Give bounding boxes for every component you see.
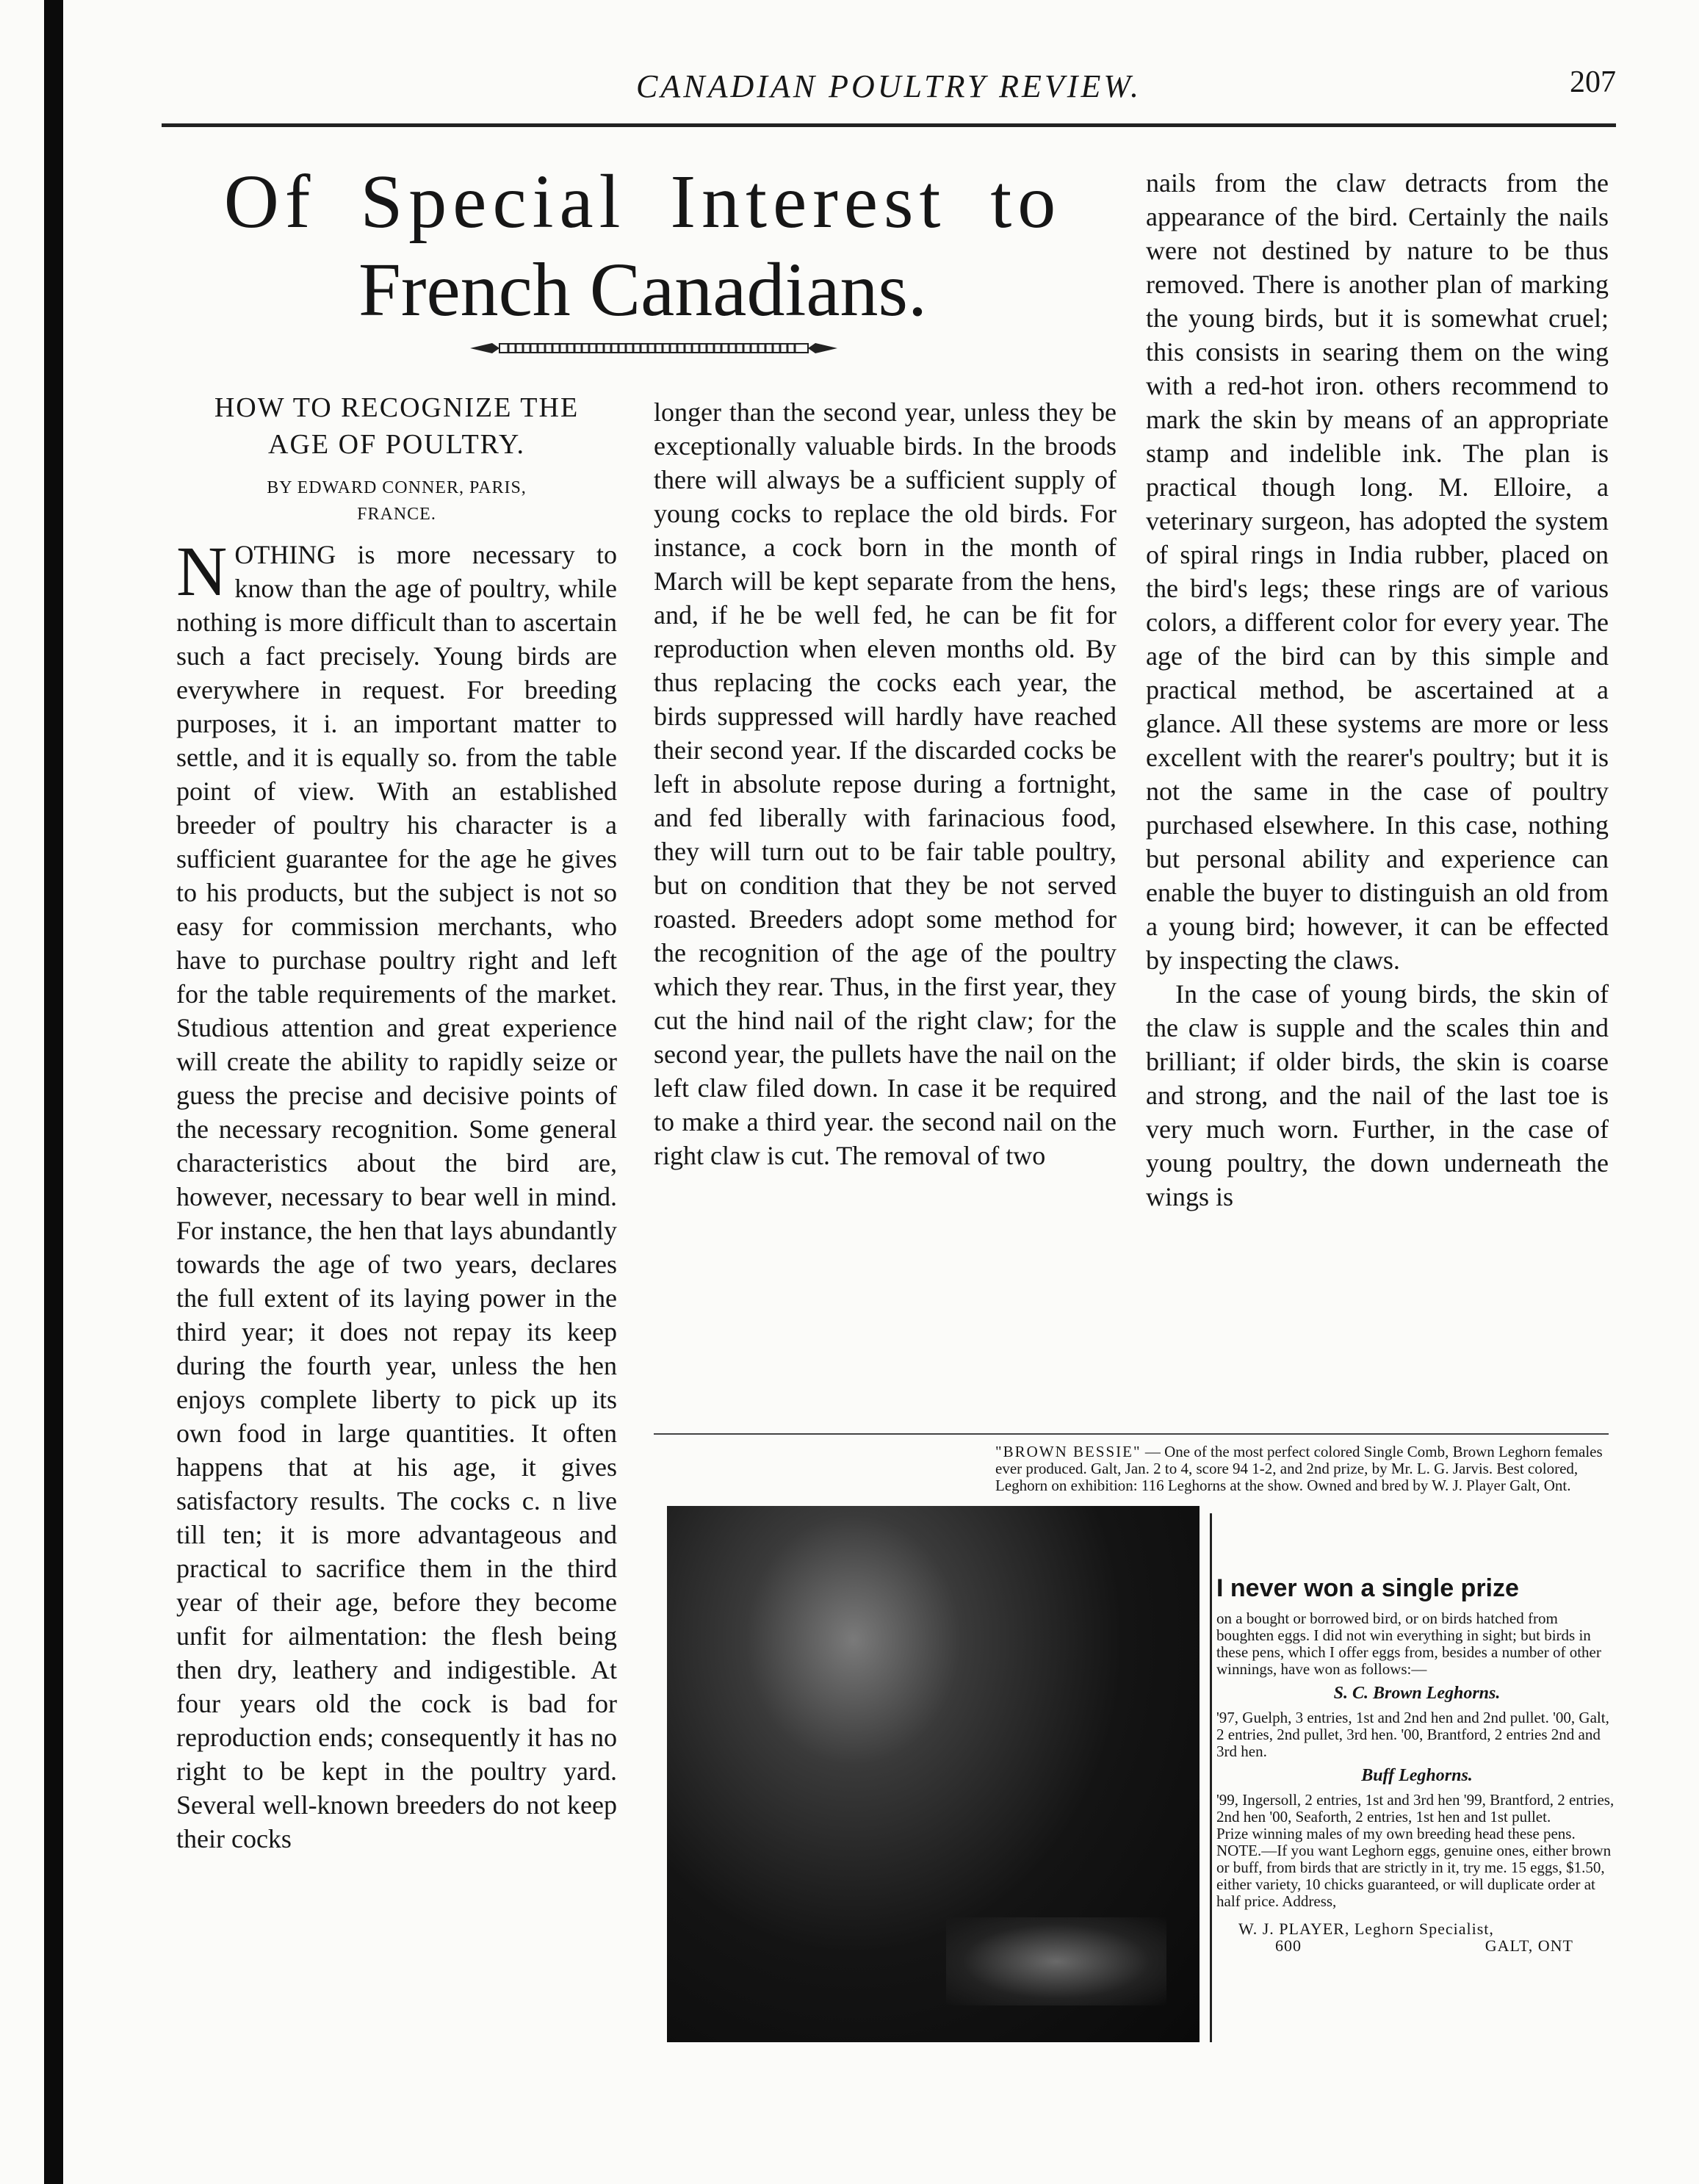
ad-signature-footer — [1216, 1937, 1617, 1954]
column-2-text: longer than the second year, unless they be exceptionally valuable birds. In the broods there will always be a sufficient supply of young cocks to replace the old birds. For instance, a cock born in the month of March will be kept separate from the hens, and, if he be well fed, he can be fit for reproduction when eleven months old. By thus replacing the cocks each year, the birds suppressed will hardly have reached their second year. If the discarded cocks be left in absolute repose during a fortnight, and fed liberally with farinacious food, they will turn out to be fair table poultry, but on condition that they be not served roasted. Breeders adopt some method for the recognition of the age of the poultry which they rear. Thus, in the first year, they cut the hind nail of the right claw; for the second year, the pullets have the nail on the left claw filed down. In case it be required to make a third year. the second nail on the right claw is cut. The removal of two — [654, 397, 1117, 1170]
subhead-line-1: HOW TO RECOGNIZE THE — [214, 392, 580, 423]
running-title: CANADIAN POULTRY REVIEW. — [636, 68, 1141, 104]
column-1-text: OTHING is more necessary to know than the age of poultry, while nothing is more difficult than to ascertain such a fact precisely. Young birds are everywhere in request. For breeding purposes, it i. an important matter to settle, and it is equally so. from the table point of view. With an established breeder of poultry his character is a sufficient guarantee for the age he gives to his products, but the subject is not so easy for commission merchants, who have to purchase poultry right and left for the table requirements of the market. Studious attention and great experience will create the ability to rapidly seize or guess the precise and decisive points of the necessary recognition. Some general characteristics about the bird are, however, necessary to bear well in mind. For instance, the hen that lays abundantly towards the age of two years, declares the full extent of its laying power in the third year; it does not repay its keep during the fourth year, unless the hen enjoys complete liberty to pick up its own food in large quantities. It often happens that at his age, it gives satisfactory results. The cocks c. n live till ten; it is more advantageous and practical to sacrifice them in the third year of their age, before they become unfit for ailmentation: the flesh being then dry, leathery and indigestible. At four years old the cock is bad for reproduction ends; consequently it has no right to be kept in the poultry yard. Several well-known breeders do not keep their cocks — [176, 540, 617, 1853]
column-3-text-2: In the case of young birds, the skin of the claw is supple and the scales thin and brilliant; if older birds, the skin is coarse and strong, and the nail of the last toe is very much worn. Further, in the case of young poultry, the down underneath the wings is — [1146, 979, 1609, 1211]
title-line-1: Of Special Interest to — [223, 159, 1062, 244]
ad-side-rule — [1210, 1513, 1212, 2042]
caption-lead: "BROWN BESSIE" — [995, 1443, 1141, 1460]
article-column-2 — [654, 395, 1117, 1172]
hen-photograph — [667, 1506, 1200, 2042]
ad-prize-text: Prize winning males of my own breeding head these pens. — [1216, 1825, 1576, 1842]
article-title — [154, 158, 1131, 334]
ad-code: 600 — [1275, 1936, 1302, 1955]
ornamental-divider — [470, 342, 837, 355]
page-header — [162, 65, 1616, 112]
binding-spine — [44, 0, 63, 2184]
header-rule — [162, 123, 1616, 127]
page-number: 207 — [1570, 65, 1616, 99]
byline-line-1: BY EDWARD CONNER, PARIS, — [267, 478, 527, 497]
byline-line-2: FRANCE. — [357, 505, 436, 524]
subhead-line-2: AGE OF POULTRY. — [268, 429, 525, 460]
photo-caption — [995, 1444, 1612, 1494]
article-column-1 — [176, 389, 617, 1856]
ad-headline: I never won a single prize — [1216, 1574, 1519, 1602]
paragraph-1 — [176, 532, 617, 1856]
ad-note: NOTE.—If you want Leghorn eggs, genuine ones, either brown or buff, from birds that are strictly in it, try me. 15 eggs, $1.50, either variety, 10 chicks guaranteed, or will duplicate order at half price. Address, — [1216, 1842, 1612, 1910]
column-3-text: nails from the claw detracts from the appearance of the bird. Certainly the nails were not destined by nature to be thus removed. There is another plan of marking the young birds, but it is somewhat cruel; this consists in searing them on the wing with a red-hot iron. others recommend to mark the skin by means of an appropriate stamp and indelible ink. The plan is practical though long. M. Elloire, a veterinary surgeon, has adopted the system of spiral rings in India rubber, placed on the bird's legs; these rings are of various colors, a different color for every year. The age of the bird can by this simple and practical method, be ascertained at a glance. All these systems are more or less excellent with the rearer's poultry; but it is not the same in the case of poultry purchased elsewhere. In this case, nothing but personal ability and experience can enable the buyer to distinguish an old from a young bird; however, it can be effected by inspecting the claws. — [1146, 168, 1609, 975]
drop-cap: N — [176, 532, 228, 610]
leghorn-advertisement — [1216, 1572, 1617, 1954]
article-subheading — [176, 389, 617, 463]
ad-place: GALT, ONT — [1485, 1936, 1573, 1955]
title-line-2: French Canadians. — [358, 248, 927, 332]
article-byline — [176, 475, 617, 527]
ad-section-2-text: '99, Ingersoll, 2 entries, 1st and 3rd hen '99, Brantford, 2 entries, 2nd hen '00, Seaforth, 2 entries, 1st hen and 1st pullet. — [1216, 1791, 1615, 1826]
caption-text: — One of the most perfect colored Single Comb, Brown Leghorn females ever produced. Galt, Jan. 2 to 4, score 94 1-2, and 2nd prize, by Mr. L. G. Jarvis. Best colored, Leghorn on exhibition: 116 Leghorns at the show. Owned and bred by W. J. Player Galt, Ont. — [995, 1443, 1603, 1494]
ad-section-1-title: S. C. Brown Leghorns. — [1333, 1684, 1501, 1703]
column-bottom-rule — [654, 1433, 1609, 1435]
photo-highlight — [946, 1917, 1166, 2005]
ad-signature — [1216, 1920, 1617, 1937]
ad-signature-name: W. J. PLAYER, Leghorn Specialist, — [1238, 1920, 1494, 1938]
article-column-3 — [1146, 166, 1609, 1214]
ad-section-2-title: Buff Leghorns. — [1361, 1766, 1473, 1785]
ad-section-1-text: '97, Guelph, 3 entries, 1st and 2nd hen and 2nd pullet. '00, Galt, 2 entries, 2nd pullet, 3rd hen. '00, Brantford, 2 entries 2nd and 3rd hen. — [1216, 1709, 1609, 1760]
ad-intro: on a bought or borrowed bird, or on birds hatched from boughten eggs. I did not win everything in sight; but birds in these pens, which I offer eggs from, besides a number of other winnings, have won as follows:— — [1216, 1610, 1601, 1678]
